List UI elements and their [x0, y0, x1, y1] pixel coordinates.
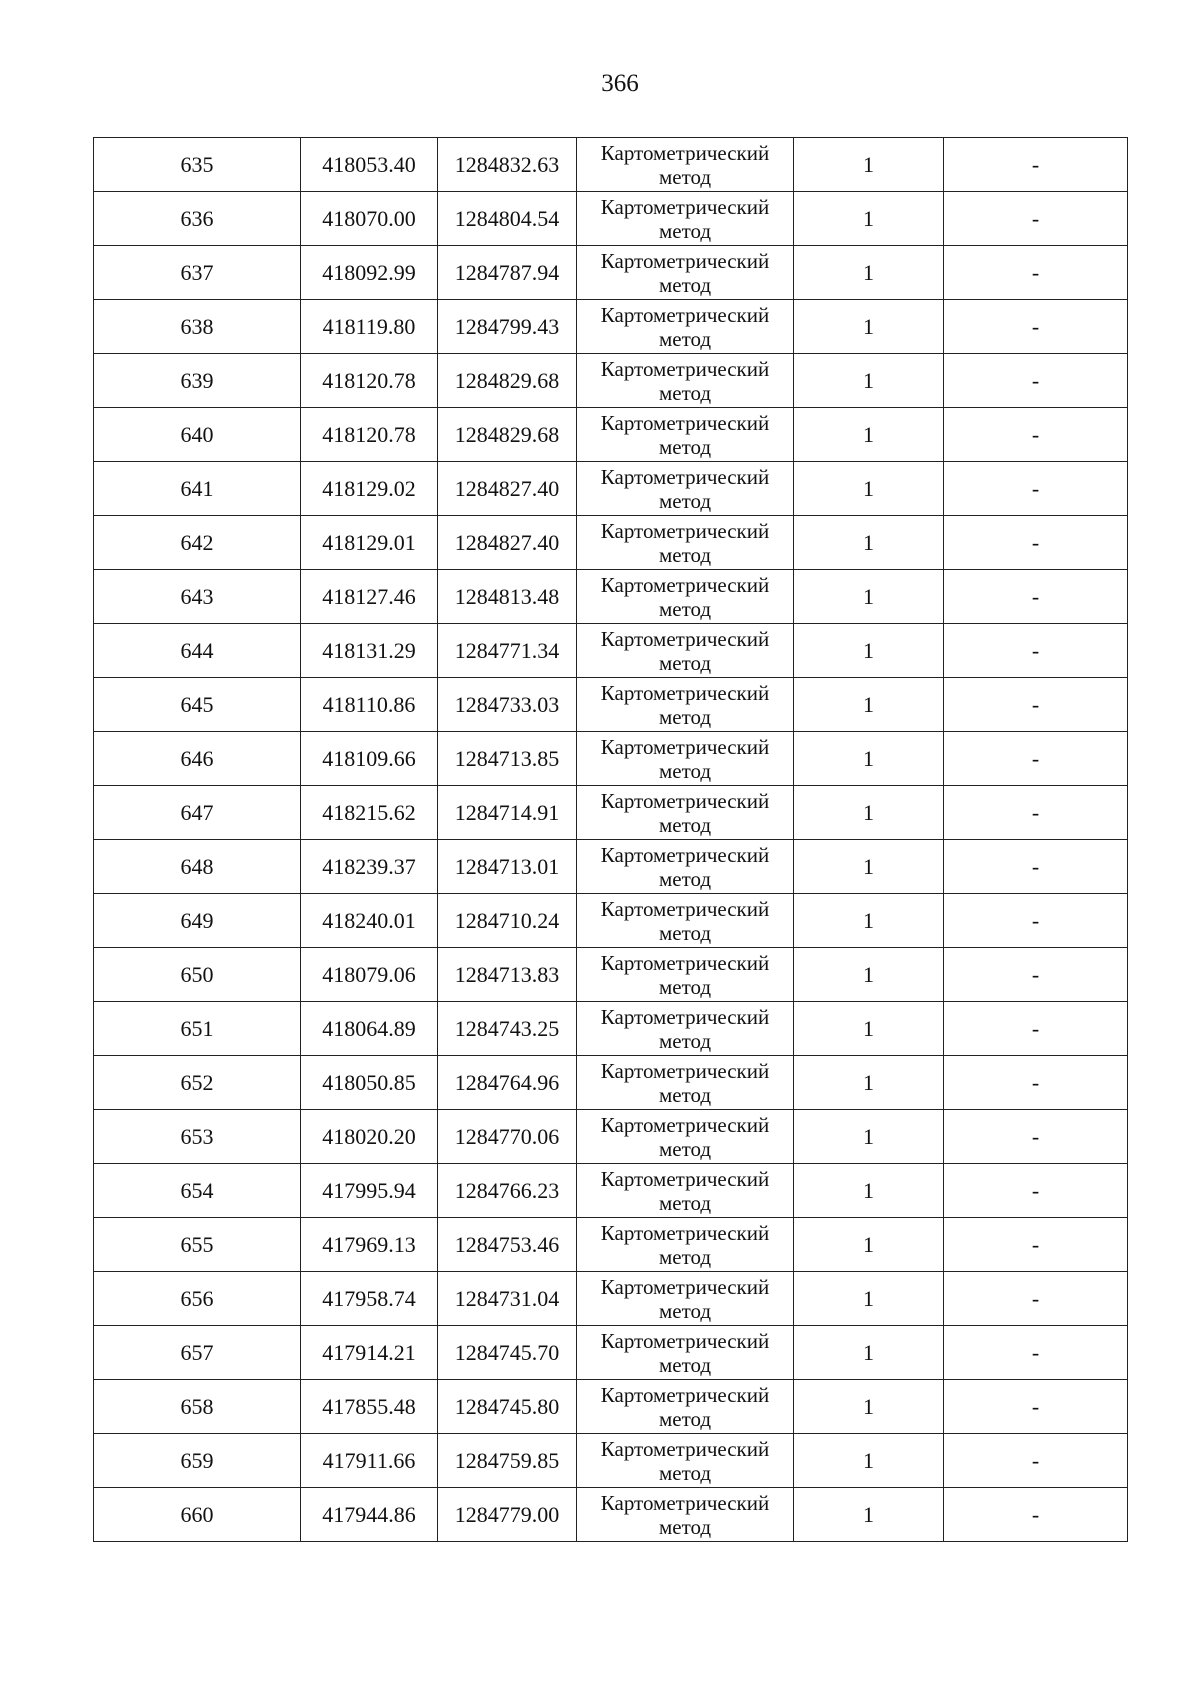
method-cell	[577, 138, 794, 192]
x-coordinate-cell: 418020.20	[301, 1110, 438, 1164]
method-line-1: Картометрический	[600, 950, 770, 975]
method-line-2: метод	[658, 1244, 712, 1269]
table-row	[94, 1434, 1128, 1488]
table-row	[94, 1002, 1128, 1056]
y-coordinate-cell: 1284766.23	[438, 1164, 577, 1218]
note-cell: -	[944, 462, 1128, 516]
method-line-2: метод	[658, 1190, 712, 1215]
y-coordinate-cell: 1284743.25	[438, 1002, 577, 1056]
x-coordinate-cell: 418064.89	[301, 1002, 438, 1056]
method-line-2: метод	[658, 1460, 712, 1485]
method-line-2: метод	[658, 380, 712, 405]
note-cell: -	[944, 1056, 1128, 1110]
x-coordinate-cell: 418120.78	[301, 408, 438, 462]
method-line-2: метод	[658, 272, 712, 297]
table-row	[94, 732, 1128, 786]
table-row	[94, 624, 1128, 678]
point-number-cell: 643	[94, 570, 301, 624]
accuracy-cell: 1	[794, 1272, 944, 1326]
note-cell: -	[944, 516, 1128, 570]
y-coordinate-cell: 1284733.03	[438, 678, 577, 732]
accuracy-cell: 1	[794, 678, 944, 732]
y-coordinate-cell: 1284714.91	[438, 786, 577, 840]
method-line-1: Картометрический	[600, 1220, 770, 1245]
method-line-1: Картометрический	[600, 302, 770, 327]
x-coordinate-cell: 417969.13	[301, 1218, 438, 1272]
y-coordinate-cell: 1284713.83	[438, 948, 577, 1002]
table-row	[94, 192, 1128, 246]
method-cell	[577, 1110, 794, 1164]
method-cell	[577, 894, 794, 948]
point-number-cell: 637	[94, 246, 301, 300]
table-row	[94, 354, 1128, 408]
accuracy-cell: 1	[794, 408, 944, 462]
note-cell: -	[944, 192, 1128, 246]
method-line-2: метод	[658, 974, 712, 999]
method-cell	[577, 1326, 794, 1380]
note-cell: -	[944, 1272, 1128, 1326]
point-number-cell: 654	[94, 1164, 301, 1218]
point-number-cell: 642	[94, 516, 301, 570]
point-number-cell: 638	[94, 300, 301, 354]
method-line-1: Картометрический	[600, 572, 770, 597]
method-line-2: метод	[658, 1514, 712, 1539]
method-line-2: метод	[658, 866, 712, 891]
x-coordinate-cell: 417914.21	[301, 1326, 438, 1380]
method-line-1: Картометрический	[600, 896, 770, 921]
method-line-1: Картометрический	[600, 788, 770, 813]
table-row	[94, 570, 1128, 624]
method-line-1: Картометрический	[600, 1436, 770, 1461]
y-coordinate-cell: 1284787.94	[438, 246, 577, 300]
accuracy-cell: 1	[794, 1002, 944, 1056]
accuracy-cell: 1	[794, 786, 944, 840]
accuracy-cell: 1	[794, 624, 944, 678]
point-number-cell: 653	[94, 1110, 301, 1164]
method-line-2: метод	[658, 1352, 712, 1377]
x-coordinate-cell: 418070.00	[301, 192, 438, 246]
y-coordinate-cell: 1284745.80	[438, 1380, 577, 1434]
method-line-1: Картометрический	[600, 1004, 770, 1029]
method-line-2: метод	[658, 164, 712, 189]
table-row	[94, 1272, 1128, 1326]
point-number-cell: 644	[94, 624, 301, 678]
method-line-2: метод	[658, 596, 712, 621]
table-row	[94, 678, 1128, 732]
note-cell: -	[944, 1002, 1128, 1056]
method-line-1: Картометрический	[600, 680, 770, 705]
method-line-1: Картометрический	[600, 1058, 770, 1083]
point-number-cell: 656	[94, 1272, 301, 1326]
note-cell: -	[944, 354, 1128, 408]
method-line-1: Картометрический	[600, 518, 770, 543]
y-coordinate-cell: 1284829.68	[438, 354, 577, 408]
method-cell	[577, 300, 794, 354]
method-cell	[577, 624, 794, 678]
point-number-cell: 657	[94, 1326, 301, 1380]
accuracy-cell: 1	[794, 1488, 944, 1542]
y-coordinate-cell: 1284827.40	[438, 462, 577, 516]
table-row	[94, 1164, 1128, 1218]
note-cell: -	[944, 138, 1128, 192]
accuracy-cell: 1	[794, 1056, 944, 1110]
method-cell	[577, 570, 794, 624]
accuracy-cell: 1	[794, 246, 944, 300]
x-coordinate-cell: 418127.46	[301, 570, 438, 624]
x-coordinate-cell: 418092.99	[301, 246, 438, 300]
x-coordinate-cell: 418120.78	[301, 354, 438, 408]
method-line-1: Картометрический	[600, 410, 770, 435]
note-cell: -	[944, 1218, 1128, 1272]
table-row	[94, 300, 1128, 354]
accuracy-cell: 1	[794, 462, 944, 516]
method-line-1: Картометрический	[600, 1382, 770, 1407]
y-coordinate-cell: 1284804.54	[438, 192, 577, 246]
point-number-cell: 646	[94, 732, 301, 786]
y-coordinate-cell: 1284799.43	[438, 300, 577, 354]
table-row	[94, 1488, 1128, 1542]
point-number-cell: 655	[94, 1218, 301, 1272]
y-coordinate-cell: 1284764.96	[438, 1056, 577, 1110]
x-coordinate-cell: 418129.01	[301, 516, 438, 570]
method-cell	[577, 786, 794, 840]
point-number-cell: 645	[94, 678, 301, 732]
coordinates-table	[93, 137, 1128, 1542]
table-row	[94, 840, 1128, 894]
x-coordinate-cell: 418129.02	[301, 462, 438, 516]
method-cell	[577, 1002, 794, 1056]
method-line-1: Картометрический	[600, 1166, 770, 1191]
note-cell: -	[944, 246, 1128, 300]
accuracy-cell: 1	[794, 516, 944, 570]
point-number-cell: 639	[94, 354, 301, 408]
method-cell	[577, 516, 794, 570]
x-coordinate-cell: 417995.94	[301, 1164, 438, 1218]
y-coordinate-cell: 1284770.06	[438, 1110, 577, 1164]
y-coordinate-cell: 1284713.01	[438, 840, 577, 894]
method-cell	[577, 678, 794, 732]
method-cell	[577, 840, 794, 894]
point-number-cell: 650	[94, 948, 301, 1002]
table-row	[94, 1326, 1128, 1380]
table-row	[94, 462, 1128, 516]
method-cell	[577, 354, 794, 408]
accuracy-cell: 1	[794, 894, 944, 948]
method-line-2: метод	[658, 758, 712, 783]
x-coordinate-cell: 418239.37	[301, 840, 438, 894]
note-cell: -	[944, 1434, 1128, 1488]
method-line-1: Картометрический	[600, 842, 770, 867]
note-cell: -	[944, 300, 1128, 354]
table-row	[94, 894, 1128, 948]
note-cell: -	[944, 570, 1128, 624]
x-coordinate-cell: 418131.29	[301, 624, 438, 678]
y-coordinate-cell: 1284745.70	[438, 1326, 577, 1380]
page-number: 366	[601, 70, 639, 97]
y-coordinate-cell: 1284713.85	[438, 732, 577, 786]
point-number-cell: 635	[94, 138, 301, 192]
accuracy-cell: 1	[794, 1380, 944, 1434]
method-line-2: метод	[658, 1028, 712, 1053]
method-line-1: Картометрический	[600, 626, 770, 651]
note-cell: -	[944, 786, 1128, 840]
y-coordinate-cell: 1284731.04	[438, 1272, 577, 1326]
x-coordinate-cell: 418119.80	[301, 300, 438, 354]
method-line-1: Картометрический	[600, 1112, 770, 1137]
method-cell	[577, 1272, 794, 1326]
method-line-2: метод	[658, 1298, 712, 1323]
y-coordinate-cell: 1284829.68	[438, 408, 577, 462]
table-row	[94, 246, 1128, 300]
x-coordinate-cell: 417958.74	[301, 1272, 438, 1326]
y-coordinate-cell: 1284827.40	[438, 516, 577, 570]
x-coordinate-cell: 418053.40	[301, 138, 438, 192]
x-coordinate-cell: 418110.86	[301, 678, 438, 732]
method-line-2: метод	[658, 704, 712, 729]
y-coordinate-cell: 1284710.24	[438, 894, 577, 948]
note-cell: -	[944, 1380, 1128, 1434]
y-coordinate-cell: 1284753.46	[438, 1218, 577, 1272]
note-cell: -	[944, 1110, 1128, 1164]
point-number-cell: 636	[94, 192, 301, 246]
accuracy-cell: 1	[794, 300, 944, 354]
table-row	[94, 516, 1128, 570]
method-cell	[577, 732, 794, 786]
method-line-2: метод	[658, 1082, 712, 1107]
method-cell	[577, 246, 794, 300]
point-number-cell: 640	[94, 408, 301, 462]
method-cell	[577, 1434, 794, 1488]
y-coordinate-cell: 1284759.85	[438, 1434, 577, 1488]
point-number-cell: 649	[94, 894, 301, 948]
y-coordinate-cell: 1284813.48	[438, 570, 577, 624]
method-line-1: Картометрический	[600, 194, 770, 219]
table-row	[94, 1110, 1128, 1164]
method-line-1: Картометрический	[600, 464, 770, 489]
method-cell	[577, 462, 794, 516]
x-coordinate-cell: 418109.66	[301, 732, 438, 786]
table-row	[94, 138, 1128, 192]
table-row	[94, 786, 1128, 840]
method-line-2: метод	[658, 218, 712, 243]
accuracy-cell: 1	[794, 1218, 944, 1272]
table-row	[94, 1218, 1128, 1272]
note-cell: -	[944, 948, 1128, 1002]
point-number-cell: 647	[94, 786, 301, 840]
point-number-cell: 660	[94, 1488, 301, 1542]
method-cell	[577, 1164, 794, 1218]
point-number-cell: 659	[94, 1434, 301, 1488]
accuracy-cell: 1	[794, 570, 944, 624]
method-cell	[577, 1218, 794, 1272]
method-line-2: метод	[658, 1136, 712, 1161]
method-line-2: метод	[658, 920, 712, 945]
method-line-2: метод	[658, 1406, 712, 1431]
method-line-1: Картометрический	[600, 356, 770, 381]
method-line-2: метод	[658, 326, 712, 351]
accuracy-cell: 1	[794, 1326, 944, 1380]
method-line-1: Картометрический	[600, 734, 770, 759]
method-cell	[577, 1488, 794, 1542]
method-line-1: Картометрический	[600, 140, 770, 165]
accuracy-cell: 1	[794, 732, 944, 786]
x-coordinate-cell: 418240.01	[301, 894, 438, 948]
accuracy-cell: 1	[794, 192, 944, 246]
x-coordinate-cell: 417855.48	[301, 1380, 438, 1434]
x-coordinate-cell: 418215.62	[301, 786, 438, 840]
method-line-2: метод	[658, 542, 712, 567]
method-line-1: Картометрический	[600, 1274, 770, 1299]
point-number-cell: 652	[94, 1056, 301, 1110]
note-cell: -	[944, 732, 1128, 786]
method-cell	[577, 948, 794, 1002]
accuracy-cell: 1	[794, 1110, 944, 1164]
point-number-cell: 651	[94, 1002, 301, 1056]
y-coordinate-cell: 1284771.34	[438, 624, 577, 678]
accuracy-cell: 1	[794, 840, 944, 894]
method-cell	[577, 1380, 794, 1434]
note-cell: -	[944, 1488, 1128, 1542]
note-cell: -	[944, 1164, 1128, 1218]
y-coordinate-cell: 1284779.00	[438, 1488, 577, 1542]
accuracy-cell: 1	[794, 1164, 944, 1218]
method-line-1: Картометрический	[600, 1490, 770, 1515]
method-cell	[577, 192, 794, 246]
x-coordinate-cell: 418050.85	[301, 1056, 438, 1110]
accuracy-cell: 1	[794, 354, 944, 408]
method-cell	[577, 408, 794, 462]
point-number-cell: 641	[94, 462, 301, 516]
note-cell: -	[944, 408, 1128, 462]
x-coordinate-cell: 417944.86	[301, 1488, 438, 1542]
y-coordinate-cell: 1284832.63	[438, 138, 577, 192]
table-row	[94, 948, 1128, 1002]
accuracy-cell: 1	[794, 948, 944, 1002]
table-body	[94, 138, 1128, 1542]
table-row	[94, 1380, 1128, 1434]
point-number-cell: 648	[94, 840, 301, 894]
note-cell: -	[944, 840, 1128, 894]
point-number-cell: 658	[94, 1380, 301, 1434]
x-coordinate-cell: 417911.66	[301, 1434, 438, 1488]
method-line-2: метод	[658, 488, 712, 513]
table-row	[94, 1056, 1128, 1110]
note-cell: -	[944, 624, 1128, 678]
method-line-2: метод	[658, 434, 712, 459]
method-line-2: метод	[658, 812, 712, 837]
method-line-2: метод	[658, 650, 712, 675]
method-line-1: Картометрический	[600, 248, 770, 273]
note-cell: -	[944, 678, 1128, 732]
note-cell: -	[944, 894, 1128, 948]
x-coordinate-cell: 418079.06	[301, 948, 438, 1002]
method-cell	[577, 1056, 794, 1110]
accuracy-cell: 1	[794, 138, 944, 192]
note-cell: -	[944, 1326, 1128, 1380]
table-row	[94, 408, 1128, 462]
accuracy-cell: 1	[794, 1434, 944, 1488]
method-line-1: Картометрический	[600, 1328, 770, 1353]
